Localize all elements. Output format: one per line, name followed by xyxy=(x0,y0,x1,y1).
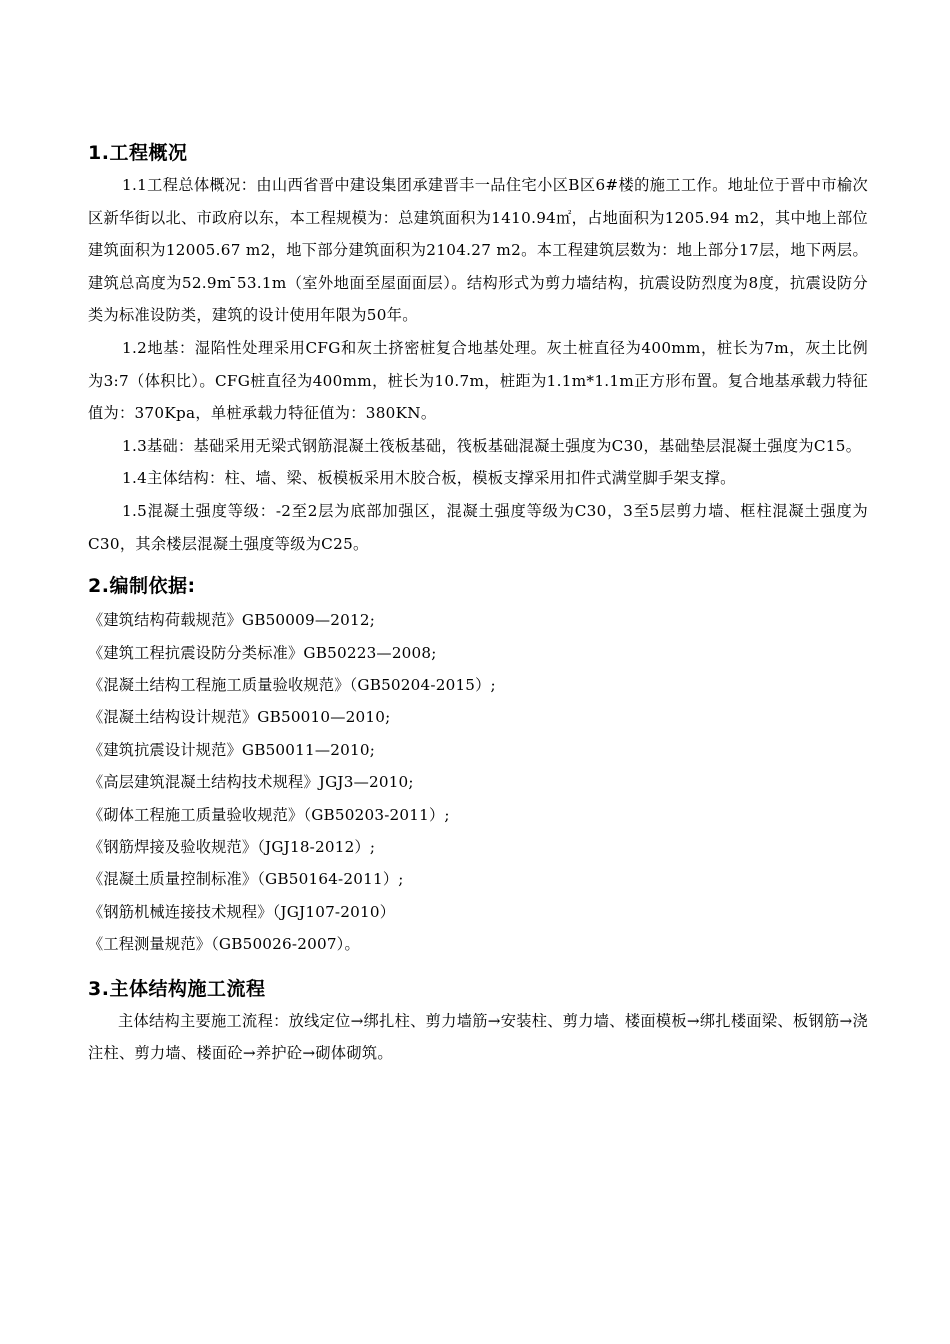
reference-item: 《高层建筑混凝土结构技术规程》JGJ3—2010; xyxy=(88,773,414,792)
paragraph-foundation-base: 1.3基础：基础采用无梁式钢筋混凝土筏板基础，筏板基础混凝土强度为C30，基础垫层混凝土强度为C15。 xyxy=(122,436,862,455)
reference-item: 《混凝土结构工程施工质量验收规范》（GB50204-2015）; xyxy=(88,675,496,694)
section-basis xyxy=(88,570,868,960)
document-page xyxy=(88,137,868,1070)
reference-item: 《砌体工程施工质量验收规范》（GB50203-2011）; xyxy=(88,805,450,824)
reference-item: 《建筑工程抗震设防分类标准》GB50223—2008; xyxy=(88,643,437,662)
section-heading: 3.主体结构施工流程 xyxy=(88,977,266,1000)
paragraph-foundation-ground: 1.2地基：湿陷性处理采用CFG和灰土挤密桩复合地基处理。灰土桩直径为400mm，桩长为7m，灰土比例为3:7（体积比）。CFG桩直径为400mm，桩长为10.7m，桩距为1.1m*1.1m正方形布置。复合地基承载力特征值为：370Kpa，单桩承载力特征值为：380KN。 xyxy=(88,338,868,423)
section-heading: 1.工程概况 xyxy=(88,142,188,164)
paragraph-general-overview: 1.1工程总体概况：由山西省晋中建设集团承建晋丰一品住宅小区B区6#楼的施工工作。地址位于晋中市榆次区新华街以北、市政府以东，本工程规模为：总建筑面积为1410.94㎡，占地面积为1205.94 m2，其中地上部位建筑面积为12005.67 m2，地下部分建筑面积为2104.27 m2。本工程建筑层数为：地上部分17层，地下两层。建筑总高度为52.9m ̄53.1m（室外地面至屋面面层）。结构形式为剪力墙结构，抗震设防烈度为8度，抗震设防分类为标准设防类，建筑的设计使用年限为50年。 xyxy=(88,176,868,325)
reference-item: 《混凝土结构设计规范》GB50010—2010; xyxy=(88,708,391,727)
paragraph-main-structure: 1.4主体结构：柱、墙、梁、板模板采用木胶合板，模板支撑采用扣件式满堂脚手架支撑。 xyxy=(122,469,736,488)
reference-item: 《建筑结构荷载规范》GB50009—2012; xyxy=(88,611,376,630)
reference-item: 《钢筋机械连接技术规程》（JGJ107-2010） xyxy=(88,902,396,921)
paragraph-construction-flow: 主体结构主要施工流程：放线定位→绑扎柱、剪力墙筋→安装柱、剪力墙、楼面模板→绑扎楼面梁、板钢筋→浇注柱、剪力墙、楼面砼→养护砼→砌体砌筑。 xyxy=(88,1011,868,1063)
reference-item: 《钢筋焊接及验收规范》（JGJ18-2012）; xyxy=(88,837,376,856)
reference-item: 《建筑抗震设计规范》GB50011—2010; xyxy=(88,740,376,759)
section-heading: 2.编制依据: xyxy=(88,575,196,598)
paragraph-concrete-grade: 1.5混凝土强度等级：-2至2层为底部加强区，混凝土强度等级为C30，3至5层剪力墙、框柱混凝土强度为C30，其余楼层混凝土强度等级为C25。 xyxy=(88,501,868,553)
reference-list xyxy=(88,604,868,960)
reference-item: 《混凝土质量控制标准》（GB50164-2011）; xyxy=(88,870,404,889)
section-construction-process xyxy=(88,973,868,1070)
reference-item: 《工程测量规范》（GB50026-2007）。 xyxy=(88,935,360,954)
section-project-overview xyxy=(88,137,868,560)
